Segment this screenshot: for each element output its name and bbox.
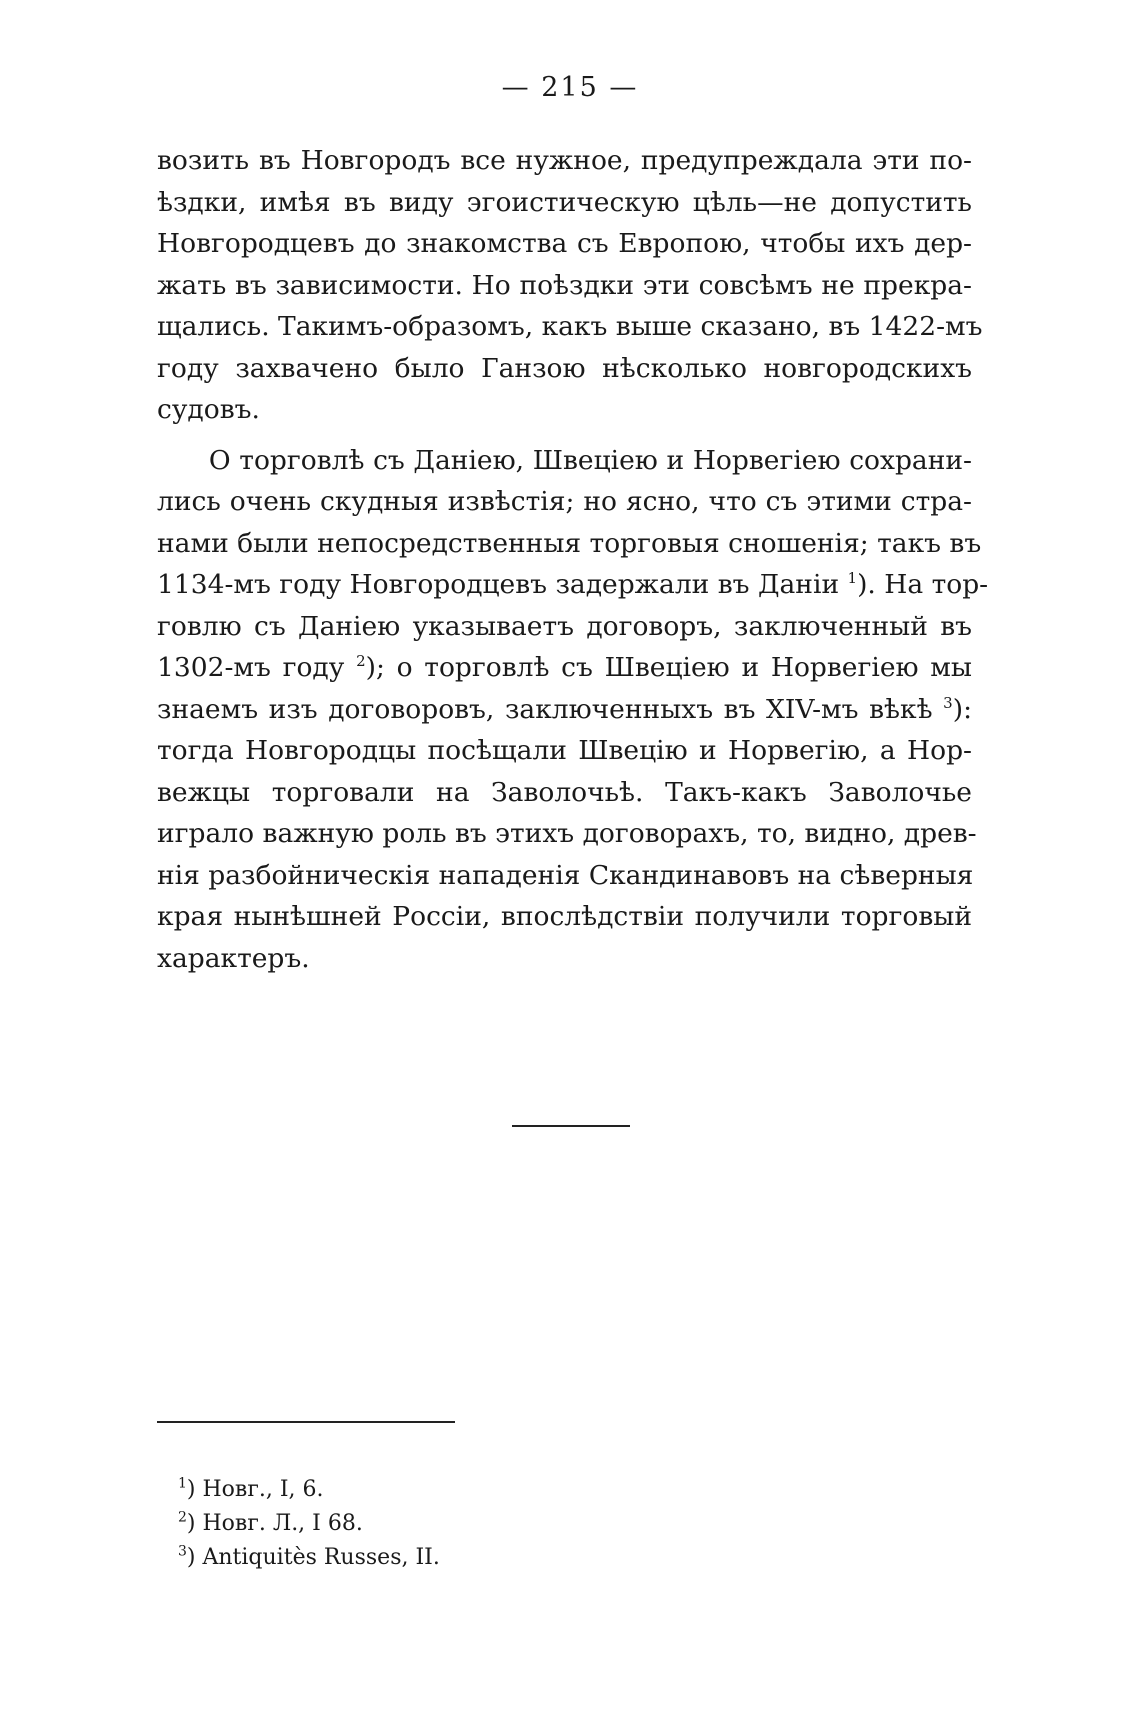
footnote-mark: 3 xyxy=(178,1543,187,1560)
text-line: играло важную роль въ этихъ договорахъ, то, видно, древ- xyxy=(157,818,977,849)
footnotes xyxy=(178,1473,440,1575)
footnote-text: Новг. Л., I 68. xyxy=(202,1511,363,1536)
text-segment: : xyxy=(963,693,972,725)
text-line: тогда Новгородцы посѣщали Швецiю и Норвегiю, а Нор- xyxy=(157,735,972,766)
text-segment: знаемъ изъ договоровъ, заключенныхъ въ XIV-мъ вѣкѣ xyxy=(157,693,944,725)
text-line: щались. Такимъ-образомъ, какъ выше сказано, въ 1422-мъ xyxy=(157,311,983,342)
text-line: судовъ. xyxy=(157,394,260,425)
text-segment: 1302-мъ году xyxy=(157,652,357,683)
page-number: — 215 — xyxy=(501,72,639,103)
text-line xyxy=(157,564,989,606)
text-line: ѣздки, имѣя въ виду эгоистическую цѣль—не допустить xyxy=(157,186,972,218)
paragraph xyxy=(157,140,983,431)
footnote-item: $^1$) Новг., I, 6. xyxy=(178,1475,324,1502)
text-segment: ; о торговлѣ съ Швецiею и Норвегiею мы xyxy=(375,652,973,683)
footnote-ref: 3 xyxy=(943,693,953,712)
text-segment: . На тор- xyxy=(867,569,989,600)
text-line xyxy=(157,647,972,689)
paragraph xyxy=(157,440,989,980)
footnote-item: $^3$) Antiquitès Russes, II. xyxy=(178,1543,440,1570)
text-line xyxy=(157,689,972,731)
footnote-text: Antiquitès Russes, II. xyxy=(202,1545,440,1570)
text-segment: ) xyxy=(952,693,964,725)
text-line: О торговлѣ съ Данiею, Швецiею и Норвегiею сохрани- xyxy=(157,444,972,476)
text-line: края нынѣшней Россiи, впослѣдствiи получили торговый xyxy=(157,901,972,932)
text-line: году захвачено было Ганзою нѣсколько новгородскихъ xyxy=(157,352,972,384)
text-line: нами были непосредственныя торговыя сношенiя; такъ въ xyxy=(157,527,982,559)
section-end-rule xyxy=(512,1125,630,1127)
text-line: жать въ зависимости. Но поѣздки эти совсѣмъ не прекра- xyxy=(157,269,972,301)
footnote-mark: 1 xyxy=(178,1475,187,1492)
text-line: вежцы торговали на Заволочьѣ. Такъ-какъ Заволочье xyxy=(157,776,972,808)
text-line: возить въ Новгородъ все нужное, предупреждала эти по- xyxy=(157,145,972,176)
body-text xyxy=(157,140,989,979)
text-line: характеръ. xyxy=(157,942,310,974)
text-segment: 1134-мъ году Новгородцевъ задержали въ Данiи xyxy=(157,569,848,600)
text-line: лись очень скудныя извѣстiя; но ясно, что съ этими стра- xyxy=(157,486,972,517)
footnote-item: $^2$) Новг. Л., I 68. xyxy=(178,1509,363,1536)
footnote-ref: 2 xyxy=(356,652,366,671)
text-line: нiя разбойническiя нападенiя Скандинавовъ на сѣверныя xyxy=(157,859,974,891)
text-line: Новгородцевъ до знакомства съ Европою, чтобы ихъ дер- xyxy=(157,228,972,259)
footnote-separator xyxy=(157,1421,455,1423)
text-segment: ) xyxy=(857,569,868,600)
footnote-ref: 1 xyxy=(847,569,858,588)
text-segment: ) xyxy=(365,652,376,683)
footnote-text: Новг., I, 6. xyxy=(202,1477,324,1502)
text-line: говлю съ Данiею указываетъ договоръ, заключенный въ xyxy=(157,610,972,642)
footnote-mark: 2 xyxy=(178,1509,187,1526)
